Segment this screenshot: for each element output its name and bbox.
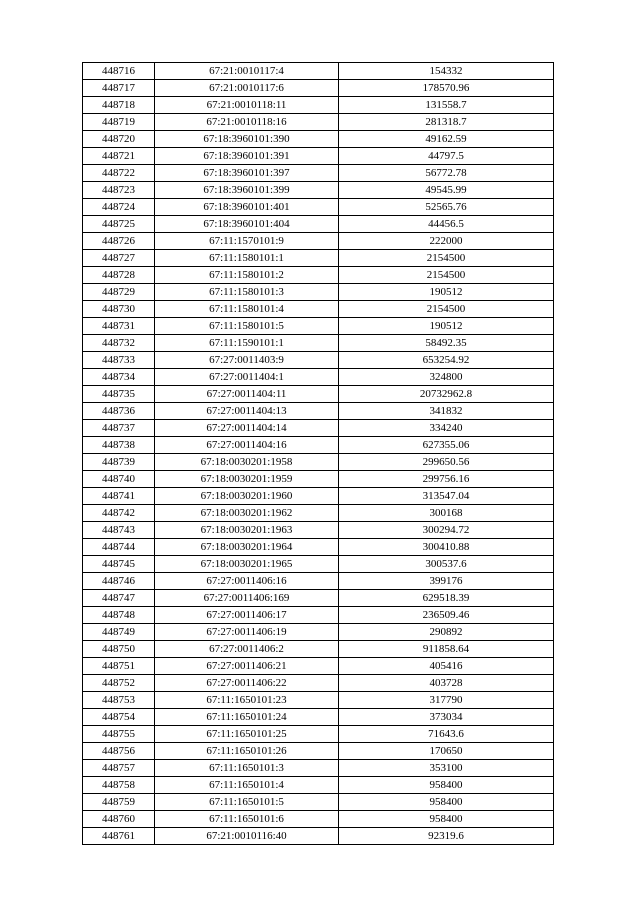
row-id-cell: 448742 (83, 505, 155, 522)
table-row (83, 709, 554, 726)
cadastral-number-cell: 67:18:3960101:391 (155, 148, 339, 165)
table-row (83, 369, 554, 386)
row-id-cell: 448739 (83, 454, 155, 471)
cadastral-number-cell: 67:18:0030201:1964 (155, 539, 339, 556)
row-id-cell: 448752 (83, 675, 155, 692)
row-id-cell: 448728 (83, 267, 155, 284)
cadastral-number-cell: 67:27:0011406:19 (155, 624, 339, 641)
row-id-cell: 448744 (83, 539, 155, 556)
row-id-cell: 448729 (83, 284, 155, 301)
table-row (83, 777, 554, 794)
cadastral-number-cell: 67:11:1650101:3 (155, 760, 339, 777)
cadastral-number-cell: 67:18:0030201:1962 (155, 505, 339, 522)
table-row (83, 539, 554, 556)
cadastral-number-cell: 67:11:1650101:24 (155, 709, 339, 726)
data-table (82, 62, 554, 845)
value-cell: 299650.56 (339, 454, 554, 471)
value-cell: 300410.88 (339, 539, 554, 556)
cadastral-number-cell: 67:11:1580101:2 (155, 267, 339, 284)
cadastral-number-cell: 67:11:1650101:6 (155, 811, 339, 828)
cadastral-number-cell: 67:27:0011406:21 (155, 658, 339, 675)
row-id-cell: 448730 (83, 301, 155, 318)
table-row (83, 63, 554, 80)
cadastral-number-cell: 67:18:0030201:1959 (155, 471, 339, 488)
value-cell: 170650 (339, 743, 554, 760)
row-id-cell: 448735 (83, 386, 155, 403)
table-row (83, 488, 554, 505)
row-id-cell: 448747 (83, 590, 155, 607)
value-cell: 299756.16 (339, 471, 554, 488)
value-cell: 281318.7 (339, 114, 554, 131)
row-id-cell: 448720 (83, 131, 155, 148)
row-id-cell: 448759 (83, 794, 155, 811)
cadastral-number-cell: 67:27:0011404:16 (155, 437, 339, 454)
value-cell: 313547.04 (339, 488, 554, 505)
row-id-cell: 448723 (83, 182, 155, 199)
value-cell: 958400 (339, 794, 554, 811)
table-row (83, 301, 554, 318)
cadastral-number-cell: 67:27:0011406:17 (155, 607, 339, 624)
table-row (83, 607, 554, 624)
cadastral-number-cell: 67:18:3960101:399 (155, 182, 339, 199)
cadastral-number-cell: 67:27:0011406:169 (155, 590, 339, 607)
table-row (83, 692, 554, 709)
table-row (83, 590, 554, 607)
cadastral-number-cell: 67:18:0030201:1960 (155, 488, 339, 505)
cadastral-number-cell: 67:21:0010117:6 (155, 80, 339, 97)
table-row (83, 335, 554, 352)
row-id-cell: 448736 (83, 403, 155, 420)
cadastral-number-cell: 67:11:1580101:4 (155, 301, 339, 318)
row-id-cell: 448756 (83, 743, 155, 760)
table-row (83, 811, 554, 828)
table-row (83, 386, 554, 403)
table-row (83, 199, 554, 216)
table-row (83, 148, 554, 165)
cadastral-number-cell: 67:11:1590101:1 (155, 335, 339, 352)
table-row (83, 828, 554, 845)
cadastral-number-cell: 67:27:0011404:13 (155, 403, 339, 420)
table-row (83, 216, 554, 233)
row-id-cell: 448757 (83, 760, 155, 777)
row-id-cell: 448725 (83, 216, 155, 233)
cadastral-number-cell: 67:18:3960101:401 (155, 199, 339, 216)
value-cell: 2154500 (339, 301, 554, 318)
value-cell: 373034 (339, 709, 554, 726)
cadastral-number-cell: 67:27:0011403:9 (155, 352, 339, 369)
row-id-cell: 448753 (83, 692, 155, 709)
value-cell: 44797.5 (339, 148, 554, 165)
value-cell: 403728 (339, 675, 554, 692)
value-cell: 190512 (339, 284, 554, 301)
row-id-cell: 448734 (83, 369, 155, 386)
value-cell: 405416 (339, 658, 554, 675)
table-row (83, 573, 554, 590)
row-id-cell: 448761 (83, 828, 155, 845)
table-row (83, 233, 554, 250)
table-row (83, 641, 554, 658)
cadastral-number-cell: 67:27:0011404:14 (155, 420, 339, 437)
row-id-cell: 448754 (83, 709, 155, 726)
value-cell: 627355.06 (339, 437, 554, 454)
row-id-cell: 448726 (83, 233, 155, 250)
value-cell: 911858.64 (339, 641, 554, 658)
row-id-cell: 448748 (83, 607, 155, 624)
row-id-cell: 448724 (83, 199, 155, 216)
value-cell: 92319.6 (339, 828, 554, 845)
row-id-cell: 448717 (83, 80, 155, 97)
row-id-cell: 448740 (83, 471, 155, 488)
cadastral-number-cell: 67:27:0011406:22 (155, 675, 339, 692)
value-cell: 190512 (339, 318, 554, 335)
value-cell: 324800 (339, 369, 554, 386)
table-body (83, 63, 554, 845)
value-cell: 334240 (339, 420, 554, 437)
row-id-cell: 448741 (83, 488, 155, 505)
cadastral-number-cell: 67:21:0010118:11 (155, 97, 339, 114)
cadastral-number-cell: 67:11:1570101:9 (155, 233, 339, 250)
value-cell: 44456.5 (339, 216, 554, 233)
table-row (83, 250, 554, 267)
table-row (83, 403, 554, 420)
value-cell: 317790 (339, 692, 554, 709)
table-row (83, 658, 554, 675)
cadastral-number-cell: 67:18:3960101:397 (155, 165, 339, 182)
row-id-cell: 448758 (83, 777, 155, 794)
table-row (83, 624, 554, 641)
row-id-cell: 448727 (83, 250, 155, 267)
table-row (83, 267, 554, 284)
row-id-cell: 448746 (83, 573, 155, 590)
table-row (83, 318, 554, 335)
value-cell: 958400 (339, 777, 554, 794)
row-id-cell: 448721 (83, 148, 155, 165)
table-row (83, 420, 554, 437)
cadastral-number-cell: 67:18:0030201:1965 (155, 556, 339, 573)
row-id-cell: 448751 (83, 658, 155, 675)
table-row (83, 114, 554, 131)
row-id-cell: 448731 (83, 318, 155, 335)
value-cell: 2154500 (339, 250, 554, 267)
cadastral-number-cell: 67:27:0011404:1 (155, 369, 339, 386)
table-row (83, 522, 554, 539)
row-id-cell: 448737 (83, 420, 155, 437)
table-row (83, 726, 554, 743)
cadastral-number-cell: 67:11:1650101:25 (155, 726, 339, 743)
value-cell: 154332 (339, 63, 554, 80)
cadastral-number-cell: 67:21:0010116:40 (155, 828, 339, 845)
cadastral-number-cell: 67:18:3960101:390 (155, 131, 339, 148)
value-cell: 300294.72 (339, 522, 554, 539)
row-id-cell: 448745 (83, 556, 155, 573)
table-row (83, 80, 554, 97)
value-cell: 653254.92 (339, 352, 554, 369)
row-id-cell: 448755 (83, 726, 155, 743)
row-id-cell: 448738 (83, 437, 155, 454)
value-cell: 958400 (339, 811, 554, 828)
table-row (83, 352, 554, 369)
value-cell: 58492.35 (339, 335, 554, 352)
table-row (83, 505, 554, 522)
value-cell: 178570.96 (339, 80, 554, 97)
value-cell: 2154500 (339, 267, 554, 284)
value-cell: 290892 (339, 624, 554, 641)
cadastral-number-cell: 67:11:1580101:1 (155, 250, 339, 267)
value-cell: 629518.39 (339, 590, 554, 607)
cadastral-number-cell: 67:27:0011404:11 (155, 386, 339, 403)
value-cell: 52565.76 (339, 199, 554, 216)
row-id-cell: 448743 (83, 522, 155, 539)
row-id-cell: 448719 (83, 114, 155, 131)
value-cell: 49545.99 (339, 182, 554, 199)
value-cell: 20732962.8 (339, 386, 554, 403)
table-row (83, 794, 554, 811)
row-id-cell: 448716 (83, 63, 155, 80)
cadastral-number-cell: 67:11:1650101:5 (155, 794, 339, 811)
row-id-cell: 448749 (83, 624, 155, 641)
cadastral-number-cell: 67:11:1650101:26 (155, 743, 339, 760)
table-row (83, 471, 554, 488)
value-cell: 49162.59 (339, 131, 554, 148)
value-cell: 71643.6 (339, 726, 554, 743)
table-row (83, 182, 554, 199)
cadastral-number-cell: 67:11:1580101:3 (155, 284, 339, 301)
table-row (83, 454, 554, 471)
value-cell: 353100 (339, 760, 554, 777)
table-row (83, 97, 554, 114)
table-row (83, 284, 554, 301)
row-id-cell: 448722 (83, 165, 155, 182)
cadastral-number-cell: 67:18:0030201:1958 (155, 454, 339, 471)
cadastral-number-cell: 67:18:3960101:404 (155, 216, 339, 233)
value-cell: 131558.7 (339, 97, 554, 114)
value-cell: 399176 (339, 573, 554, 590)
row-id-cell: 448760 (83, 811, 155, 828)
row-id-cell: 448733 (83, 352, 155, 369)
row-id-cell: 448750 (83, 641, 155, 658)
row-id-cell: 448732 (83, 335, 155, 352)
table-row (83, 131, 554, 148)
value-cell: 236509.46 (339, 607, 554, 624)
table-row (83, 743, 554, 760)
cadastral-number-cell: 67:21:0010117:4 (155, 63, 339, 80)
value-cell: 300168 (339, 505, 554, 522)
value-cell: 300537.6 (339, 556, 554, 573)
table-row (83, 556, 554, 573)
cadastral-number-cell: 67:27:0011406:16 (155, 573, 339, 590)
value-cell: 341832 (339, 403, 554, 420)
row-id-cell: 448718 (83, 97, 155, 114)
cadastral-number-cell: 67:21:0010118:16 (155, 114, 339, 131)
table-row (83, 760, 554, 777)
value-cell: 222000 (339, 233, 554, 250)
value-cell: 56772.78 (339, 165, 554, 182)
cadastral-number-cell: 67:11:1580101:5 (155, 318, 339, 335)
cadastral-number-cell: 67:11:1650101:23 (155, 692, 339, 709)
table-row (83, 165, 554, 182)
table-row (83, 675, 554, 692)
cadastral-number-cell: 67:11:1650101:4 (155, 777, 339, 794)
table-row (83, 437, 554, 454)
cadastral-number-cell: 67:27:0011406:2 (155, 641, 339, 658)
cadastral-number-cell: 67:18:0030201:1963 (155, 522, 339, 539)
